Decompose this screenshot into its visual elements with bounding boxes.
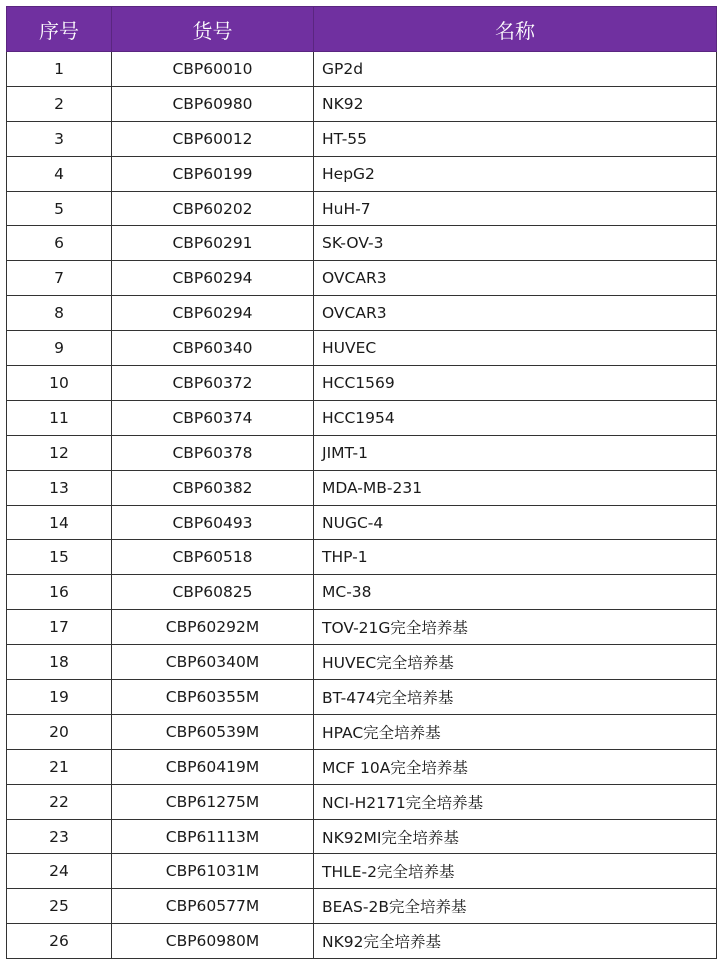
cell-product-name: THLE-2完全培养基	[314, 854, 717, 889]
table-row	[7, 470, 717, 505]
table-row	[7, 749, 717, 784]
table-row	[7, 366, 717, 401]
table-row	[7, 121, 717, 156]
table-row	[7, 680, 717, 715]
cell-serial-number: 3	[7, 121, 112, 156]
header-catalog-number: 货号	[112, 7, 314, 52]
cell-serial-number: 19	[7, 680, 112, 715]
cell-product-name: NK92完全培养基	[314, 924, 717, 959]
table-header	[7, 7, 717, 52]
cell-catalog-number: CBP60577M	[112, 889, 314, 924]
cell-product-name: HepG2	[314, 156, 717, 191]
table-row	[7, 52, 717, 87]
table-row	[7, 435, 717, 470]
cell-catalog-number: CBP60340	[112, 331, 314, 366]
cell-product-name: HUVEC	[314, 331, 717, 366]
cell-catalog-number: CBP60294	[112, 296, 314, 331]
cell-serial-number: 24	[7, 854, 112, 889]
cell-serial-number: 18	[7, 645, 112, 680]
cell-serial-number: 17	[7, 610, 112, 645]
table-row	[7, 714, 717, 749]
cell-product-name: TOV-21G完全培养基	[314, 610, 717, 645]
table-row	[7, 575, 717, 610]
cell-product-name: HCC1954	[314, 400, 717, 435]
cell-catalog-number: CBP60980	[112, 86, 314, 121]
product-table	[6, 6, 717, 959]
cell-serial-number: 22	[7, 784, 112, 819]
table-row	[7, 156, 717, 191]
cell-serial-number: 16	[7, 575, 112, 610]
cell-catalog-number: CBP60012	[112, 121, 314, 156]
cell-product-name: HuH-7	[314, 191, 717, 226]
table-row	[7, 400, 717, 435]
cell-product-name: GP2d	[314, 52, 717, 87]
cell-catalog-number: CBP60378	[112, 435, 314, 470]
cell-catalog-number: CBP60518	[112, 540, 314, 575]
cell-product-name: NUGC-4	[314, 505, 717, 540]
cell-product-name: NK92MI完全培养基	[314, 819, 717, 854]
cell-catalog-number: CBP60825	[112, 575, 314, 610]
cell-serial-number: 9	[7, 331, 112, 366]
cell-serial-number: 20	[7, 714, 112, 749]
cell-serial-number: 8	[7, 296, 112, 331]
table-row	[7, 191, 717, 226]
header-serial-number: 序号	[7, 7, 112, 52]
cell-serial-number: 1	[7, 52, 112, 87]
cell-catalog-number: CBP60493	[112, 505, 314, 540]
table-row	[7, 819, 717, 854]
cell-product-name: SK-OV-3	[314, 226, 717, 261]
cell-serial-number: 7	[7, 261, 112, 296]
table-row	[7, 86, 717, 121]
cell-serial-number: 2	[7, 86, 112, 121]
table-row	[7, 645, 717, 680]
table-row	[7, 889, 717, 924]
cell-product-name: NCI-H2171完全培养基	[314, 784, 717, 819]
cell-serial-number: 14	[7, 505, 112, 540]
cell-product-name: MCF 10A完全培养基	[314, 749, 717, 784]
table-row	[7, 854, 717, 889]
cell-catalog-number: CBP60980M	[112, 924, 314, 959]
cell-catalog-number: CBP60202	[112, 191, 314, 226]
cell-catalog-number: CBP60419M	[112, 749, 314, 784]
cell-product-name: MDA-MB-231	[314, 470, 717, 505]
cell-catalog-number: CBP61031M	[112, 854, 314, 889]
table-row	[7, 296, 717, 331]
cell-catalog-number: CBP60199	[112, 156, 314, 191]
cell-catalog-number: CBP60340M	[112, 645, 314, 680]
cell-product-name: MC-38	[314, 575, 717, 610]
cell-product-name: JIMT-1	[314, 435, 717, 470]
cell-serial-number: 13	[7, 470, 112, 505]
table-row	[7, 924, 717, 959]
cell-product-name: BEAS-2B完全培养基	[314, 889, 717, 924]
table-row	[7, 226, 717, 261]
table-row	[7, 784, 717, 819]
cell-serial-number: 4	[7, 156, 112, 191]
cell-serial-number: 15	[7, 540, 112, 575]
cell-serial-number: 12	[7, 435, 112, 470]
cell-product-name: THP-1	[314, 540, 717, 575]
cell-catalog-number: CBP60291	[112, 226, 314, 261]
cell-serial-number: 5	[7, 191, 112, 226]
cell-catalog-number: CBP60382	[112, 470, 314, 505]
header-product-name: 名称	[314, 7, 717, 52]
cell-catalog-number: CBP60010	[112, 52, 314, 87]
cell-catalog-number: CBP60374	[112, 400, 314, 435]
table-row	[7, 610, 717, 645]
cell-product-name: HT-55	[314, 121, 717, 156]
table-row	[7, 540, 717, 575]
cell-serial-number: 25	[7, 889, 112, 924]
cell-catalog-number: CBP60372	[112, 366, 314, 401]
cell-catalog-number: CBP60292M	[112, 610, 314, 645]
cell-serial-number: 10	[7, 366, 112, 401]
table-row	[7, 331, 717, 366]
table-body	[7, 52, 717, 959]
cell-product-name: NK92	[314, 86, 717, 121]
cell-catalog-number: CBP61113M	[112, 819, 314, 854]
cell-product-name: HPAC完全培养基	[314, 714, 717, 749]
cell-serial-number: 11	[7, 400, 112, 435]
cell-product-name: OVCAR3	[314, 296, 717, 331]
cell-serial-number: 23	[7, 819, 112, 854]
cell-product-name: OVCAR3	[314, 261, 717, 296]
cell-catalog-number: CBP60294	[112, 261, 314, 296]
cell-serial-number: 26	[7, 924, 112, 959]
cell-product-name: HCC1569	[314, 366, 717, 401]
cell-catalog-number: CBP60539M	[112, 714, 314, 749]
table-row	[7, 505, 717, 540]
table-row	[7, 261, 717, 296]
cell-product-name: BT-474完全培养基	[314, 680, 717, 715]
header-row	[7, 7, 717, 52]
cell-catalog-number: CBP61275M	[112, 784, 314, 819]
cell-catalog-number: CBP60355M	[112, 680, 314, 715]
cell-serial-number: 6	[7, 226, 112, 261]
cell-serial-number: 21	[7, 749, 112, 784]
cell-product-name: HUVEC完全培养基	[314, 645, 717, 680]
